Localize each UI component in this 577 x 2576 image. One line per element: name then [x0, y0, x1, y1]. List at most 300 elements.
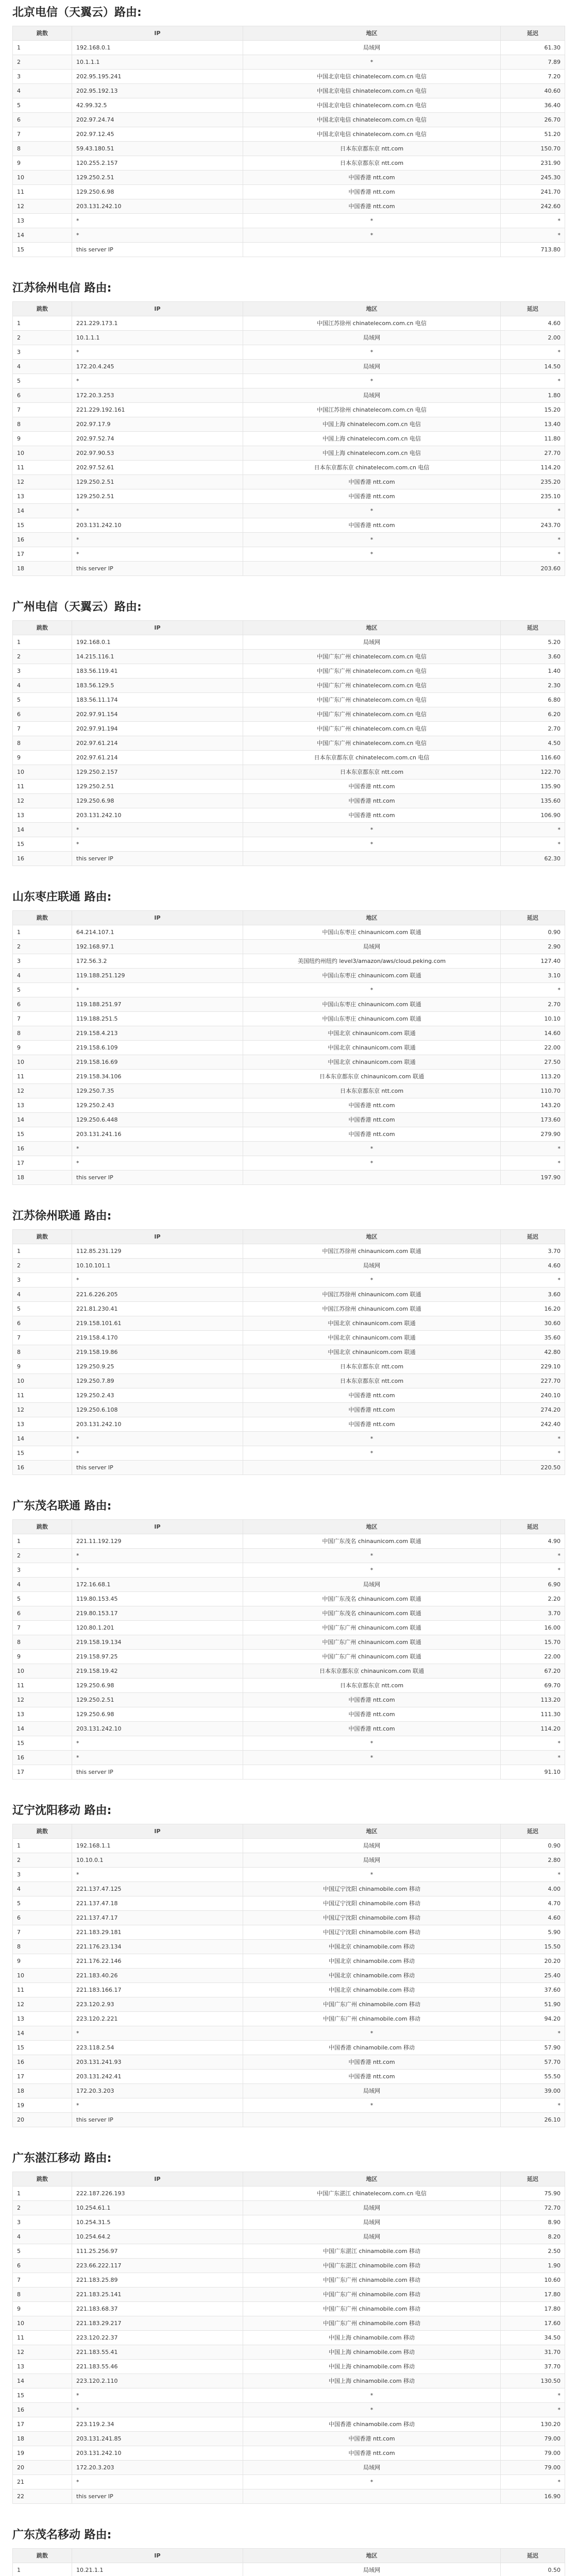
- hop-cell: 2: [13, 1259, 72, 1273]
- location-cell: 日本东京都东京 ntt.com: [243, 1084, 501, 1098]
- latency-cell: 197.90: [501, 1171, 565, 1185]
- ip-cell: 10.1.1.1: [72, 55, 243, 70]
- latency-cell: 5.20: [501, 635, 565, 650]
- latency-cell: 62.30: [501, 852, 565, 866]
- table-row: [13, 214, 565, 228]
- table-header-row: [13, 26, 565, 41]
- location-cell: 日本东京都东京 ntt.com: [243, 142, 501, 156]
- hop-cell: 20: [13, 2461, 72, 2475]
- latency-cell: 57.70: [501, 2055, 565, 2070]
- hop-cell: 3: [13, 2215, 72, 2230]
- location-cell: 中国香港 ntt.com: [243, 518, 501, 533]
- latency-cell: 279.90: [501, 1127, 565, 1142]
- location-cell: [243, 2489, 501, 2504]
- latency-cell: *: [501, 2403, 565, 2417]
- table-row: [13, 1417, 565, 1432]
- ip-cell: 183.56.11.174: [72, 693, 243, 707]
- table-row: [13, 2070, 565, 2084]
- latency-cell: *: [501, 1156, 565, 1171]
- table-row: [13, 1882, 565, 1896]
- table-row: [13, 2187, 565, 2201]
- hop-cell: 22: [13, 2489, 72, 2504]
- latency-cell: 4.00: [501, 1882, 565, 1896]
- latency-cell: 111.30: [501, 1707, 565, 1722]
- latency-cell: 36.40: [501, 98, 565, 113]
- ip-cell: 119.188.251.129: [72, 969, 243, 983]
- table-row: [13, 1925, 565, 1940]
- ip-cell: this server IP: [72, 1765, 243, 1780]
- location-cell: 中国广东茂名 chinaunicom.com 联通: [243, 1606, 501, 1621]
- table-row: [13, 1606, 565, 1621]
- latency-cell: 713.80: [501, 243, 565, 257]
- hop-cell: 11: [13, 185, 72, 199]
- ip-cell: 192.168.0.1: [72, 635, 243, 650]
- hop-cell: 2: [13, 2201, 72, 2215]
- table-row: [13, 1041, 565, 1055]
- location-cell: 日本东京都东京 chinatelecom.com.cn 电信: [243, 751, 501, 765]
- hop-cell: 1: [13, 2563, 72, 2576]
- table-row: [13, 1374, 565, 1388]
- hop-cell: 7: [13, 1621, 72, 1635]
- ip-cell: 202.97.91.154: [72, 707, 243, 722]
- table-row: [13, 2084, 565, 2098]
- ip-cell: 202.95.195.241: [72, 70, 243, 84]
- table-row: [13, 1664, 565, 1679]
- table-header-row: [13, 911, 565, 925]
- latency-cell: 113.20: [501, 1070, 565, 1084]
- hop-cell: 3: [13, 954, 72, 969]
- hop-cell: 12: [13, 1403, 72, 1417]
- table-header-row: [13, 1230, 565, 1244]
- location-cell: 中国北京 chinaunicom.com 联通: [243, 1041, 501, 1055]
- latency-cell: 150.70: [501, 142, 565, 156]
- table-row: [13, 1113, 565, 1127]
- ip-cell: 202.97.52.61: [72, 461, 243, 475]
- location-cell: 日本东京都东京 chinaunicom.com 联通: [243, 1664, 501, 1679]
- ip-cell: 219.158.101.61: [72, 1316, 243, 1331]
- hop-cell: 10: [13, 765, 72, 779]
- latency-cell: 2.90: [501, 940, 565, 954]
- table-row: [13, 679, 565, 693]
- location-cell: 中国香港 ntt.com: [243, 171, 501, 185]
- ip-cell: 222.187.226.193: [72, 2187, 243, 2201]
- ip-cell: 221.137.47.18: [72, 1896, 243, 1911]
- ip-cell: *: [72, 1736, 243, 1751]
- hop-cell: 18: [13, 562, 72, 576]
- location-cell: *: [243, 1273, 501, 1287]
- latency-cell: 69.70: [501, 1679, 565, 1693]
- latency-cell: 235.20: [501, 475, 565, 489]
- latency-cell: 116.60: [501, 751, 565, 765]
- hop-cell: 11: [13, 1679, 72, 1693]
- hop-cell: 10: [13, 1374, 72, 1388]
- hop-cell: 19: [13, 2098, 72, 2113]
- ip-cell: 221.229.173.1: [72, 316, 243, 331]
- location-cell: 中国香港 ntt.com: [243, 1388, 501, 1403]
- route-section: [12, 1798, 565, 2127]
- location-cell: 中国北京 chinamobile.com 移动: [243, 1940, 501, 1954]
- location-cell: 中国广东广州 chinatelecom.com.cn 电信: [243, 707, 501, 722]
- hop-cell: 1: [13, 2187, 72, 2201]
- latency-cell: 13.40: [501, 417, 565, 432]
- location-cell: 中国上海 chinatelecom.com.cn 电信: [243, 446, 501, 461]
- column-header-latency: 延迟: [501, 2172, 565, 2187]
- route-report: [12, 0, 565, 2576]
- column-header-ip: IP: [72, 1520, 243, 1534]
- ip-cell: 223.120.2.221: [72, 2012, 243, 2026]
- location-cell: 中国北京电信 chinatelecom.com.cn 电信: [243, 113, 501, 127]
- ip-cell: 223.120.2.110: [72, 2374, 243, 2388]
- ip-cell: 119.188.251.5: [72, 1012, 243, 1026]
- latency-cell: 4.60: [501, 1259, 565, 1273]
- latency-cell: 2.70: [501, 997, 565, 1012]
- location-cell: 局域网: [243, 2461, 501, 2475]
- table-row: [13, 171, 565, 185]
- latency-cell: 135.60: [501, 794, 565, 808]
- column-header-ip: IP: [72, 911, 243, 925]
- location-cell: *: [243, 2403, 501, 2417]
- hop-cell: 7: [13, 403, 72, 417]
- location-cell: 日本东京都东京 ntt.com: [243, 156, 501, 171]
- hop-cell: 2: [13, 55, 72, 70]
- ip-cell: 202.97.12.45: [72, 127, 243, 142]
- ip-cell: this server IP: [72, 1171, 243, 1185]
- hop-cell: 20: [13, 2113, 72, 2127]
- table-row: [13, 1026, 565, 1041]
- location-cell: [243, 243, 501, 257]
- route-title: 广东茂名联通 路由:: [12, 1500, 112, 1513]
- ip-cell: 59.43.180.51: [72, 142, 243, 156]
- ip-cell: 219.158.16.69: [72, 1055, 243, 1070]
- latency-cell: 240.10: [501, 1388, 565, 1403]
- latency-cell: *: [501, 345, 565, 360]
- latency-cell: 55.50: [501, 2070, 565, 2084]
- hop-cell: 7: [13, 1331, 72, 1345]
- hop-cell: 12: [13, 199, 72, 214]
- table-row: [13, 2244, 565, 2259]
- hop-cell: 15: [13, 1127, 72, 1142]
- route-section: [12, 2146, 565, 2504]
- ip-cell: 219.158.4.170: [72, 1331, 243, 1345]
- ip-cell: this server IP: [72, 2489, 243, 2504]
- table-row: [13, 983, 565, 997]
- table-row: [13, 954, 565, 969]
- latency-cell: 34.50: [501, 2331, 565, 2345]
- route-section: [12, 1204, 565, 1475]
- route-title: 山东枣庄联通 路由:: [12, 891, 112, 904]
- table-row: [13, 1055, 565, 1070]
- location-cell: 中国上海 chinamobile.com 移动: [243, 2374, 501, 2388]
- route-section: [12, 595, 565, 866]
- table-row: [13, 1896, 565, 1911]
- location-cell: 中国香港 ntt.com: [243, 779, 501, 794]
- table-header-row: [13, 621, 565, 635]
- table-row: [13, 1592, 565, 1606]
- location-cell: 局域网: [243, 388, 501, 403]
- latency-cell: 7.89: [501, 55, 565, 70]
- column-header-location: 地区: [243, 1824, 501, 1839]
- table-row: [13, 940, 565, 954]
- location-cell: *: [243, 2098, 501, 2113]
- location-cell: 中国山东枣庄 chinaunicom.com 联通: [243, 997, 501, 1012]
- hop-cell: 8: [13, 736, 72, 751]
- table-row: [13, 2287, 565, 2302]
- ip-cell: 129.250.6.98: [72, 1679, 243, 1693]
- ip-cell: *: [72, 374, 243, 388]
- route-table: [12, 1229, 565, 1475]
- latency-cell: 6.20: [501, 707, 565, 722]
- ip-cell: 172.16.68.1: [72, 1578, 243, 1592]
- ip-cell: 120.255.2.157: [72, 156, 243, 171]
- table-row: [13, 1084, 565, 1098]
- latency-cell: 6.90: [501, 1578, 565, 1592]
- location-cell: 中国广东广州 chinatelecom.com.cn 电信: [243, 650, 501, 664]
- hop-cell: 7: [13, 127, 72, 142]
- latency-cell: *: [501, 1446, 565, 1461]
- latency-cell: 10.10: [501, 1012, 565, 1026]
- hop-cell: 12: [13, 1997, 72, 2012]
- location-cell: *: [243, 55, 501, 70]
- hop-cell: 12: [13, 794, 72, 808]
- latency-cell: 2.20: [501, 1592, 565, 1606]
- location-cell: 中国香港 ntt.com: [243, 1403, 501, 1417]
- latency-cell: 79.00: [501, 2461, 565, 2475]
- hop-cell: 14: [13, 1722, 72, 1736]
- location-cell: *: [243, 983, 501, 997]
- latency-cell: 3.60: [501, 1287, 565, 1302]
- ip-cell: 221.11.192.129: [72, 1534, 243, 1549]
- latency-cell: 130.50: [501, 2374, 565, 2388]
- hop-cell: 5: [13, 2244, 72, 2259]
- ip-cell: 223.66.222.117: [72, 2259, 243, 2273]
- route-table: [12, 2548, 565, 2576]
- ip-cell: 221.183.40.26: [72, 1969, 243, 1983]
- column-header-hop: 跳数: [13, 26, 72, 41]
- hop-cell: 11: [13, 1983, 72, 1997]
- latency-cell: 31.70: [501, 2345, 565, 2360]
- location-cell: 中国香港 ntt.com: [243, 2432, 501, 2446]
- table-row: [13, 1012, 565, 1026]
- hop-cell: 15: [13, 518, 72, 533]
- latency-cell: 25.40: [501, 1969, 565, 1983]
- location-cell: 日本东京都东京 ntt.com: [243, 1374, 501, 1388]
- ip-cell: 112.85.231.129: [72, 1244, 243, 1259]
- hop-cell: 5: [13, 983, 72, 997]
- table-row: [13, 722, 565, 736]
- table-row: [13, 1578, 565, 1592]
- route-title: 江苏徐州联通 路由:: [12, 1210, 112, 1223]
- ip-cell: 129.250.9.25: [72, 1360, 243, 1374]
- latency-cell: 245.30: [501, 171, 565, 185]
- table-row: [13, 693, 565, 707]
- hop-cell: 2: [13, 1853, 72, 1868]
- route-table: [12, 620, 565, 866]
- latency-cell: 16.00: [501, 1621, 565, 1635]
- latency-cell: 114.20: [501, 1722, 565, 1736]
- location-cell: 日本东京都东京 ntt.com: [243, 765, 501, 779]
- location-cell: 中国香港 chinamobile.com 移动: [243, 2041, 501, 2055]
- hop-cell: 13: [13, 1098, 72, 1113]
- table-row: [13, 2302, 565, 2316]
- column-header-latency: 延迟: [501, 302, 565, 316]
- hop-cell: 5: [13, 98, 72, 113]
- hop-cell: 1: [13, 1244, 72, 1259]
- latency-cell: 10.60: [501, 2273, 565, 2287]
- latency-cell: *: [501, 2026, 565, 2041]
- ip-cell: 203.131.242.10: [72, 1417, 243, 1432]
- table-row: [13, 446, 565, 461]
- hop-cell: 4: [13, 360, 72, 374]
- table-row: [13, 2012, 565, 2026]
- location-cell: 中国辽宁沈阳 chinamobile.com 移动: [243, 1882, 501, 1896]
- location-cell: *: [243, 228, 501, 243]
- table-row: [13, 142, 565, 156]
- hop-cell: 16: [13, 1461, 72, 1475]
- hop-cell: 14: [13, 1432, 72, 1446]
- table-row: [13, 2098, 565, 2113]
- location-cell: [243, 1461, 501, 1475]
- route-table: [12, 910, 565, 1185]
- location-cell: 中国广东茂名 chinaunicom.com 联通: [243, 1534, 501, 1549]
- ip-cell: *: [72, 345, 243, 360]
- location-cell: 中国辽宁沈阳 chinamobile.com 移动: [243, 1911, 501, 1925]
- hop-cell: 9: [13, 1041, 72, 1055]
- latency-cell: 220.50: [501, 1461, 565, 1475]
- location-cell: 中国香港 ntt.com: [243, 489, 501, 504]
- hop-cell: 6: [13, 997, 72, 1012]
- table-row: [13, 1302, 565, 1316]
- latency-cell: 4.70: [501, 1896, 565, 1911]
- table-row: [13, 664, 565, 679]
- hop-cell: 1: [13, 41, 72, 55]
- table-row: [13, 1765, 565, 1780]
- latency-cell: *: [501, 228, 565, 243]
- table-row: [13, 1868, 565, 1882]
- table-row: [13, 2026, 565, 2041]
- latency-cell: *: [501, 1142, 565, 1156]
- location-cell: 中国香港 ntt.com: [243, 2070, 501, 2084]
- table-row: [13, 1940, 565, 1954]
- hop-cell: 16: [13, 1142, 72, 1156]
- hop-cell: 10: [13, 1969, 72, 1983]
- location-cell: 局域网: [243, 1259, 501, 1273]
- latency-cell: *: [501, 837, 565, 852]
- location-cell: 局域网: [243, 2201, 501, 2215]
- table-row: [13, 374, 565, 388]
- location-cell: *: [243, 1446, 501, 1461]
- hop-cell: 10: [13, 446, 72, 461]
- location-cell: 中国北京 chinaunicom.com 联通: [243, 1345, 501, 1360]
- latency-cell: 106.90: [501, 808, 565, 823]
- hop-cell: 14: [13, 504, 72, 518]
- location-cell: 中国广东广州 chinamobile.com 移动: [243, 2316, 501, 2331]
- route-section: [12, 2522, 565, 2576]
- location-cell: *: [243, 1156, 501, 1171]
- table-row: [13, 475, 565, 489]
- location-cell: 中国广东广州 chinamobile.com 移动: [243, 2012, 501, 2026]
- hop-cell: 4: [13, 969, 72, 983]
- latency-cell: 14.60: [501, 1026, 565, 1041]
- location-cell: 局域网: [243, 2215, 501, 2230]
- latency-cell: *: [501, 2388, 565, 2403]
- ip-cell: *: [72, 2403, 243, 2417]
- hop-cell: 14: [13, 2026, 72, 2041]
- location-cell: 中国广东茂名 chinaunicom.com 联通: [243, 1592, 501, 1606]
- hop-cell: 9: [13, 1650, 72, 1664]
- hop-cell: 1: [13, 1839, 72, 1853]
- hop-cell: 21: [13, 2475, 72, 2489]
- hop-cell: 17: [13, 2417, 72, 2432]
- hop-cell: 7: [13, 1012, 72, 1026]
- ip-cell: 42.99.32.5: [72, 98, 243, 113]
- hop-cell: 14: [13, 2374, 72, 2388]
- location-cell: 中国香港 chinamobile.com 移动: [243, 2417, 501, 2432]
- location-cell: 中国山东枣庄 chinaunicom.com 联通: [243, 1012, 501, 1026]
- location-cell: 日本东京都东京 ntt.com: [243, 1679, 501, 1693]
- route-table: [12, 1824, 565, 2127]
- latency-cell: 57.90: [501, 2041, 565, 2055]
- latency-cell: 4.60: [501, 1911, 565, 1925]
- latency-cell: 27.50: [501, 1055, 565, 1070]
- location-cell: 中国香港 ntt.com: [243, 1722, 501, 1736]
- ip-cell: *: [72, 547, 243, 562]
- location-cell: [243, 852, 501, 866]
- table-row: [13, 2215, 565, 2230]
- latency-cell: 2.70: [501, 722, 565, 736]
- hop-cell: 15: [13, 243, 72, 257]
- location-cell: 中国广东广州 chinatelecom.com.cn 电信: [243, 679, 501, 693]
- latency-cell: 242.40: [501, 1417, 565, 1432]
- hop-cell: 6: [13, 1316, 72, 1331]
- latency-cell: 1.80: [501, 388, 565, 403]
- latency-cell: 26.10: [501, 2113, 565, 2127]
- latency-cell: 127.40: [501, 954, 565, 969]
- hop-cell: 7: [13, 722, 72, 736]
- ip-cell: *: [72, 1868, 243, 1882]
- latency-cell: 1.40: [501, 664, 565, 679]
- ip-cell: 221.137.47.17: [72, 1911, 243, 1925]
- ip-cell: 223.120.22.37: [72, 2331, 243, 2345]
- table-row: [13, 1273, 565, 1287]
- ip-cell: 172.20.3.253: [72, 388, 243, 403]
- ip-cell: 223.120.2.93: [72, 1997, 243, 2012]
- hop-cell: 13: [13, 1417, 72, 1432]
- column-header-hop: 跳数: [13, 2172, 72, 2187]
- column-header-location: 地区: [243, 2549, 501, 2563]
- table-row: [13, 1650, 565, 1664]
- location-cell: 中国香港 ntt.com: [243, 185, 501, 199]
- location-cell: 中国香港 ntt.com: [243, 1417, 501, 1432]
- hop-cell: 4: [13, 1578, 72, 1592]
- latency-cell: *: [501, 1868, 565, 1882]
- column-header-ip: IP: [72, 26, 243, 41]
- table-row: [13, 70, 565, 84]
- latency-cell: 274.20: [501, 1403, 565, 1417]
- ip-cell: 221.183.55.46: [72, 2360, 243, 2374]
- latency-cell: *: [501, 2475, 565, 2489]
- ip-cell: 10.254.64.2: [72, 2230, 243, 2244]
- hop-cell: 12: [13, 475, 72, 489]
- table-header-row: [13, 2172, 565, 2187]
- ip-cell: 129.250.6.98: [72, 185, 243, 199]
- latency-cell: 0.90: [501, 925, 565, 940]
- latency-cell: *: [501, 983, 565, 997]
- location-cell: 中国广东广州 chinatelecom.com.cn 电信: [243, 722, 501, 736]
- ip-cell: *: [72, 983, 243, 997]
- column-header-ip: IP: [72, 2549, 243, 2563]
- latency-cell: 0.90: [501, 1839, 565, 1853]
- hop-cell: 3: [13, 1868, 72, 1882]
